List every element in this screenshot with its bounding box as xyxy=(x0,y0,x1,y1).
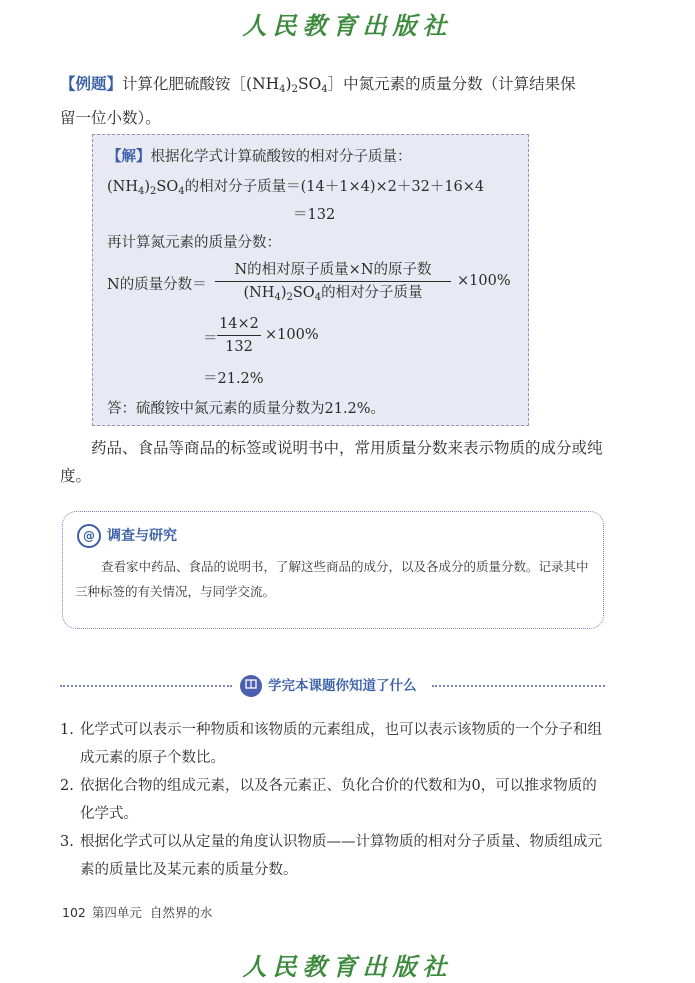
page-footer xyxy=(62,903,212,921)
list-item: 3. 根据化学式可以从定量的角度认识物质——计算物质的相对分子质量、物质组成元素的质量比及某元素的质量分数。 xyxy=(60,834,602,878)
numeric-denominator: 132 xyxy=(225,339,253,356)
answer-line: 答：硫酸铵中氮元素的质量分数为21.2%。 xyxy=(107,401,386,417)
calc-intro: 再计算氮元素的质量分数： xyxy=(107,235,281,251)
divider xyxy=(432,685,605,687)
page-number: 102 xyxy=(62,905,86,920)
chapter-label: 自然界的水 xyxy=(149,905,213,920)
divider xyxy=(60,685,232,687)
n-fraction-numerator: N的相对原子质量×N的原子数 xyxy=(234,262,432,278)
times-100-a: ×100% xyxy=(457,273,511,289)
solution-tag: 【解】 xyxy=(107,148,151,165)
result-line: ＝21.2% xyxy=(203,371,264,387)
publisher-logo-top: 人民教育出版社 xyxy=(242,11,453,40)
list-item: 1. 化学式可以表示一种物质和该物质的元素组成，也可以表示该物质的一个分子和组成元素的原子个数比。 xyxy=(60,722,602,766)
at-icon: @ xyxy=(77,524,101,548)
publisher-logo-bottom: 人民教育出版社 xyxy=(242,952,453,981)
research-text: 查看家中药品、食品的说明书，了解这些商品的成分，以及各成分的质量分数。记录其中三种标签的有关情况，与同学交流。 xyxy=(75,559,589,599)
n-fraction-label: N的质量分数＝ xyxy=(107,277,207,293)
summary-heading xyxy=(60,672,605,700)
molar-mass-result: ＝132 xyxy=(293,207,336,223)
numeric-numerator: 14×2 xyxy=(219,316,259,332)
molar-mass-line: $(NH_4)_2SO_4$的相对分子质量＝(14＋1×4)×2＋32＋16×4 xyxy=(107,179,485,197)
solution-intro: 【解】根据化学式计算硫酸铵的相对分子质量： xyxy=(107,148,412,165)
n-fraction xyxy=(215,259,451,309)
book-icon xyxy=(240,675,262,697)
example-question: 【例题】计算化肥硫酸铵$[(NH_4)_2SO_4]$中氮元素的质量分数（计算结果保 留一位小数）。 xyxy=(60,74,576,127)
list-item: 2. 依据化合物的组成元素，以及各元素正、负化合价的代数和为0，可以推求物质的化学式。 xyxy=(60,778,597,822)
numeric-fraction xyxy=(217,313,261,358)
times-100-b: ×100% xyxy=(265,327,319,343)
n-fraction-denominator: $(NH_4)_2SO_4$的相对分子质量 xyxy=(243,285,423,304)
body-paragraph: 药品、食品等商品的标签或说明书中，常用质量分数来表示物质的成分或纯度。 xyxy=(60,439,603,485)
summary-title: 学完本课题你知道了什么 xyxy=(240,672,417,700)
unit-label: 第四单元 xyxy=(91,905,142,920)
research-box xyxy=(62,511,604,629)
equals-sign: ＝ xyxy=(203,331,218,347)
example-tag: 【例题】 xyxy=(60,74,123,93)
research-title: @ 调查与研究 xyxy=(77,524,177,548)
solution-box xyxy=(92,134,529,426)
